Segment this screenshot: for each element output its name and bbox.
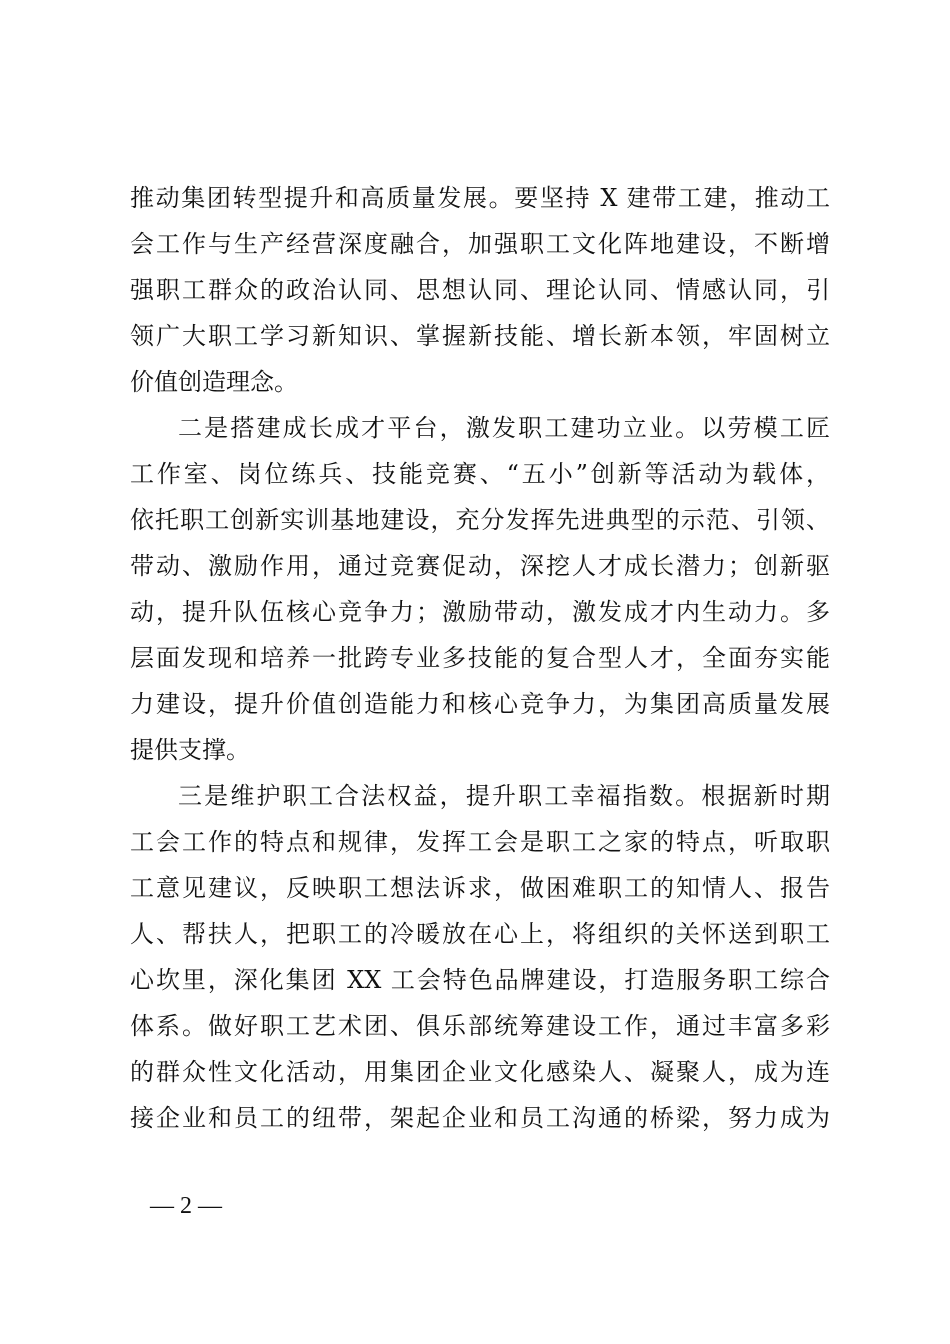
paragraph-heading-line: 三是维护职工合法权益，提升职工幸福指数。根据新时期 xyxy=(178,782,830,810)
text-line: 层面发现和培养一批跨专业多技能的复合型人才，全面夯实能 xyxy=(130,644,830,672)
text-line: 会工作与生产经营深度融合，加强职工文化阵地建设，不断增 xyxy=(130,230,830,258)
text-line: 动，提升队伍核心竞争力；激励带动，激发成才内生动力。多 xyxy=(130,598,830,626)
text-line: 力建设，提升价值创造能力和核心竞争力，为集团高质量发展 xyxy=(130,690,830,718)
text-line: 价值创造理念。 xyxy=(130,368,298,396)
text-line: 领广大职工学习新知识、掌握新技能、增长新本领，牢固树立 xyxy=(130,322,830,350)
text-line: 接企业和员工的纽带，架起企业和员工沟通的桥梁，努力成为 xyxy=(130,1104,830,1132)
text-line: 人、帮扶人，把职工的冷暖放在心上，将组织的关怀送到职工 xyxy=(130,920,830,948)
text-line: 心坎里，深化集团 XX 工会特色品牌建设，打造服务职工综合 xyxy=(130,966,830,994)
text-line: 体系。做好职工艺术团、俱乐部统筹建设工作，通过丰富多彩 xyxy=(130,1012,830,1040)
text-line: 带动、激励作用，通过竞赛促动，深挖人才成长潜力；创新驱 xyxy=(130,552,830,580)
page-number: — 2 — xyxy=(150,1193,222,1219)
body-text xyxy=(130,175,830,1141)
text-line: 工会工作的特点和规律，发挥工会是职工之家的特点，听取职 xyxy=(130,828,830,856)
text-line: 依托职工创新实训基地建设，充分发挥先进典型的示范、引领、 xyxy=(130,506,830,534)
text-line: 推动集团转型提升和高质量发展。要坚持 X 建带工建，推动工 xyxy=(130,184,830,212)
paragraph-heading-line: 二是搭建成长成才平台，激发职工建功立业。以劳模工匠 xyxy=(178,414,830,442)
text-line: 提供支撑。 xyxy=(130,736,250,764)
text-line: 工作室、岗位练兵、技能竞赛、“五小”创新等活动为载体， xyxy=(130,460,830,488)
text-line: 工意见建议，反映职工想法诉求，做困难职工的知情人、报告 xyxy=(130,874,830,902)
text-line: 强职工群众的政治认同、思想认同、理论认同、情感认同，引 xyxy=(130,276,830,304)
text-line: 的群众性文化活动，用集团企业文化感染人、凝聚人，成为连 xyxy=(130,1058,830,1086)
